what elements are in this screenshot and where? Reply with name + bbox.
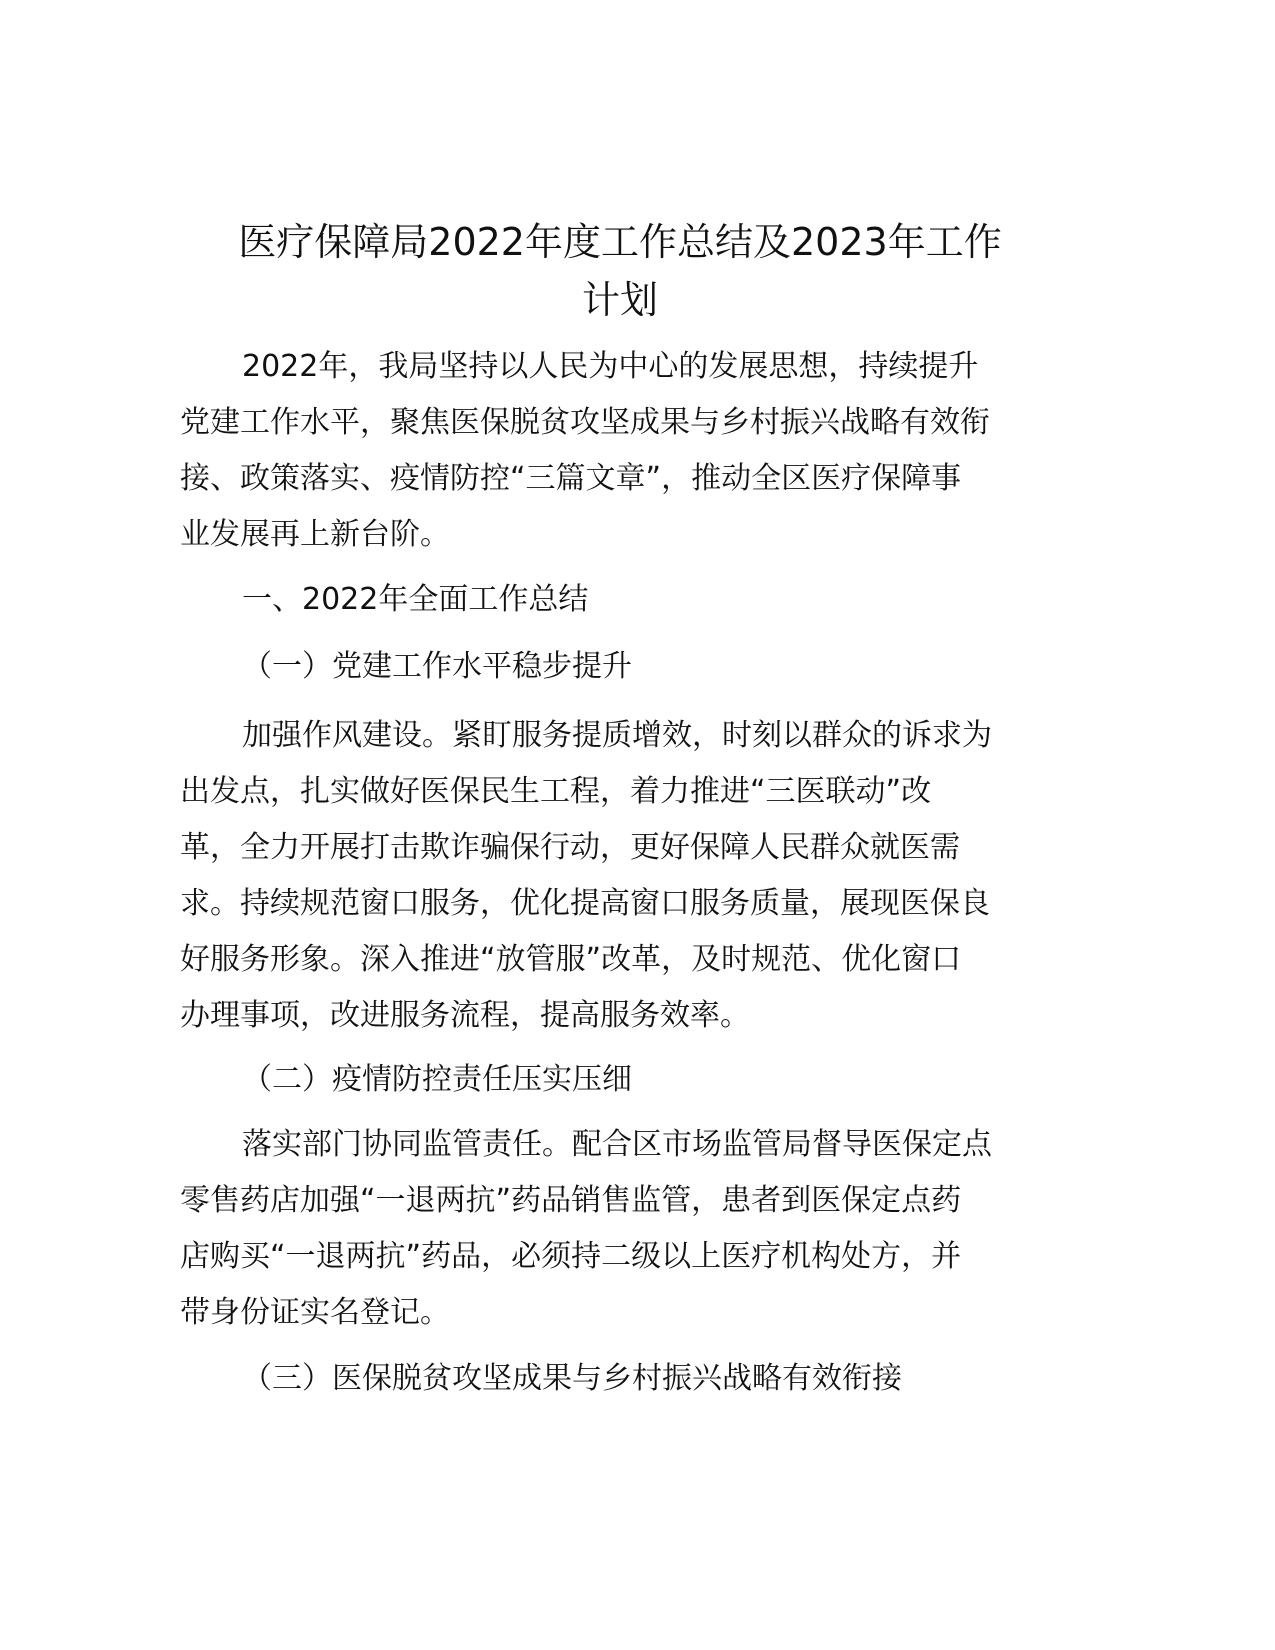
body-paragraph-line: 革，全力开展打击欺诈骗保行动，更好保障人民群众就医需 — [180, 830, 960, 865]
subsection-heading: （二）疫情防控责任压实压细 — [242, 1062, 632, 1097]
document-title-line-2: 计划 — [581, 278, 658, 322]
subsection-heading: （一）党建工作水平稳步提升 — [242, 649, 632, 684]
body-paragraph-line: 好服务形象。深入推进“放管服”改革，及时规范、优化窗口 — [180, 942, 962, 977]
body-paragraph-line: 办理事项，改进服务流程，提高服务效率。 — [180, 998, 750, 1033]
body-paragraph-line: 出发点，扎实做好医保民生工程，着力推进“三医联动”改 — [180, 774, 932, 809]
intro-paragraph-line: 接、政策落实、疫情防控“三篇文章”，推动全区医疗保障事 — [180, 461, 962, 496]
body-paragraph-line: 求。持续规范窗口服务，优化提高窗口服务质量，展现医保良 — [180, 886, 990, 921]
intro-paragraph-line: 2022年，我局坚持以人民为中心的发展思想，持续提升 — [242, 349, 979, 384]
body-paragraph-line: 零售药店加强“一退两抗”药品销售监管，患者到医保定点药 — [180, 1183, 962, 1218]
body-paragraph-line: 落实部门协同监管责任。配合区市场监管局督导医保定点 — [242, 1127, 992, 1162]
subsection-heading: （三）医保脱贫攻坚成果与乡村振兴战略有效衔接 — [242, 1361, 902, 1396]
intro-paragraph-line: 业发展再上新台阶。 — [180, 517, 450, 552]
document-title-line-1: 医疗保障局2022年度工作总结及2023年工作 — [238, 220, 1002, 264]
body-paragraph-line: 带身份证实名登记。 — [180, 1295, 450, 1330]
section-heading: 一、2022年全面工作总结 — [242, 582, 589, 617]
body-paragraph-line: 店购买“一退两抗”药品，必须持二级以上医疗机构处方，并 — [180, 1239, 962, 1274]
intro-paragraph-line: 党建工作水平，聚焦医保脱贫攻坚成果与乡村振兴战略有效衔 — [180, 405, 990, 440]
body-paragraph-line: 加强作风建设。紧盯服务提质增效，时刻以群众的诉求为 — [242, 718, 992, 753]
